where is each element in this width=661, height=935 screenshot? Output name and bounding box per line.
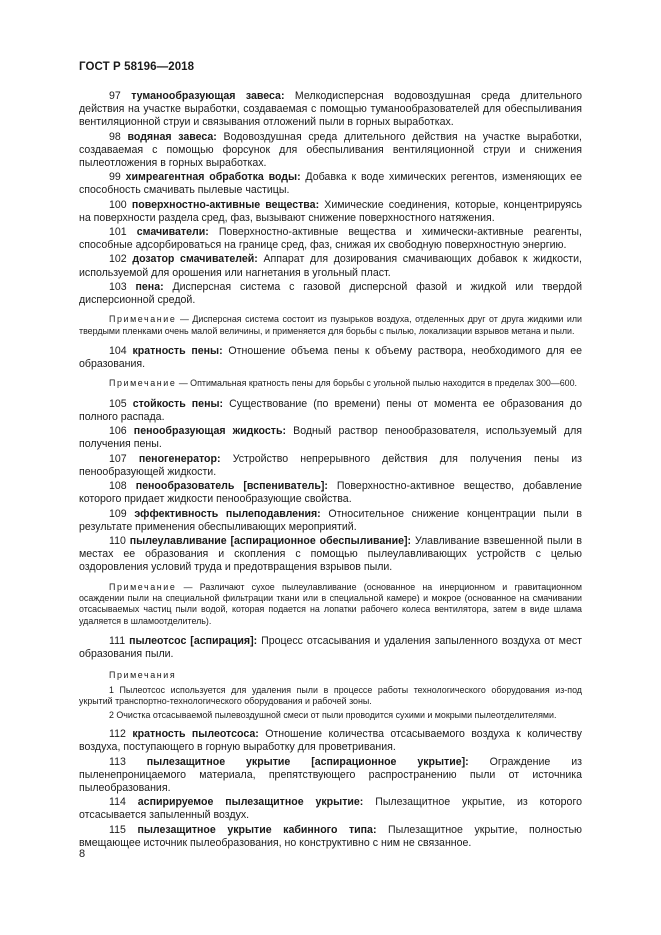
term-definition: Процесс отсасывания и удаления запыленного воздуха от мест образования пыли. [79,635,583,661]
term-definition: Устройство непрерывного действия для получения пены из пенообразующей жидкости. [79,452,583,478]
notes-title: Примечания [109,669,177,680]
term-number: 105 [109,397,127,410]
term-entry [79,199,582,225]
term-title: стойкость пены: [132,397,224,410]
note-text: — Различают сухое пылеулавливание (основанное на инерционном и гравитационном осаждении пыли на специальной фильтрации ткани или в специальной камере) и мокрое (основанное на смачивании отсасываемых частиц пыли водой, которая подается на лопатки рабочего колеса вентилятора, затем в виде шлама удаляется в шламоотделитель). [79,581,582,626]
term-definition: Ограждение из пыленепроницаемого материала, препятствующего распространению пыли от источника пылеобразования. [79,755,582,794]
term-entry [79,535,582,575]
term-entry [79,824,582,850]
term-title: пена: [135,280,164,293]
term-entry [79,226,582,252]
term-title: пылезащитное укрытие кабинного типа: [137,823,377,836]
term-definition: Поверхностно-активные вещества и химически-активные реагенты, способные адсорбироваться на границе сред, фаз, снижая их свободную поверхностную энергию. [79,226,582,252]
term-entry [79,508,582,534]
term-title: дозатор смачивателей: [132,253,258,266]
term-entry [79,131,582,171]
term-definition: Поверхностно-активное вещество, добавление которого придает жидкости пенообразующие свойства. [79,480,582,506]
term-number: 107 [109,452,127,465]
term-entry [79,90,582,130]
term-number: 110 [109,534,126,547]
note [79,582,582,628]
term-definition: Аппарат для дозирования смачивающих добавок к жидкости, используемой для орошения или нагнетания в угольный пласт. [79,253,582,279]
note [79,314,582,337]
term-number: 106 [109,425,127,438]
term-number: 97 [109,90,121,102]
term-title: пенообразователь [вспениватель]: [135,480,328,493]
term-definition: Существование (по времени) пены от момента ее образования до полного распада. [79,397,582,424]
term-title: водяная завеса: [127,130,217,143]
term-number: 108 [109,480,127,493]
term-number: 104 [109,345,127,358]
term-title: химреагентная обработка воды: [125,171,301,184]
term-title: пылеулавливание [аспирационное обеспыливание]: [129,534,412,547]
term-entry [79,756,582,796]
term-entry [79,253,582,279]
term-title: туманообразующая завеса: [131,90,285,102]
term-title: кратность пены: [132,345,223,358]
document-body [79,90,582,851]
term-title: пеногенератор: [138,452,221,465]
note-label: Примечание [109,314,177,325]
term-number: 100 [109,198,127,211]
term-title: кратность пылеотсоса: [132,728,259,741]
note-label: Примечание [109,378,177,389]
term-definition: Дисперсная система с газовой дисперсной фазой и жидкой или твердой дисперсионной средой. [79,280,582,307]
term-entry [79,398,582,424]
term-entry [79,728,582,754]
term-number: 112 [109,728,126,741]
notes-block [79,670,582,722]
term-number: 115 [109,823,126,836]
term-title: смачиватели: [136,226,209,239]
note-text: — Оптимальная кратность пены для борьбы с угольной пылью находится в пределах 300—600. [178,378,578,389]
term-number: 99 [109,171,121,184]
term-number: 109 [109,507,127,520]
term-definition: Водовоздушная среда длительного действия на участке выработки, создаваемая с помощью форсунок для обеспыливания вентиляционной струи и снижения пылеотложения в горных выработках. [79,130,582,170]
term-definition: Отношение количества отсасываемого воздуха к количеству воздуха, поступающего в горную выработку для проветривания. [79,728,582,754]
term-number: 98 [109,130,121,143]
term-entry [79,480,582,506]
term-number: 114 [109,796,126,809]
note-text: — Дисперсная система состоит из пузырьков воздуха, отделенных друг от друга жидкими или твердыми пленками очень малой величины, и применяется для борьбы с пылью, локализации взрывов метана и пыли. [79,314,582,336]
term-entry [79,796,582,822]
term-entry [79,345,582,371]
note [79,378,582,389]
document-header: ГОСТ Р 58196—2018 [79,61,195,73]
term-number: 111 [109,635,126,648]
term-definition: Водный раствор пенообразователя, используемый для получения пены. [79,425,582,451]
term-number: 101 [109,226,127,239]
term-entry [79,171,582,197]
term-entry [79,281,582,307]
term-definition: Относительное снижение концентрации пыли в результате применения обеспыливающих мероприятий. [79,507,583,533]
term-definition: Добавка к воде химических регентов, изменяющих ее способность смачивать пылевые частицы. [79,171,582,197]
term-title: поверхностно-активные вещества: [131,198,320,211]
term-entry [79,453,582,479]
term-entry [79,635,582,661]
numbered-note: 1 Пылеотсос используется для удаления пыли в процессе работы технологического оборудования из-под укрытий транспортно-технологического оборудования и рабочей зоны. [79,684,582,707]
term-definition: Химические соединения, которые, концентрируясь на поверхности раздела сред, фаз, вызывают снижение поверхностного натяжения. [79,198,582,224]
term-number: 103 [109,280,127,293]
term-definition: Улавливание взвешенной пыли в местах ее образования и скопления с помощью пылеулавливающих устройств с целью оздоровления условий труда и предотвращения взрывов пыли. [79,534,582,574]
term-number: 102 [109,253,127,266]
numbered-note: 2 Очистка отсасываемой пылевоздушной смеси от пыли проводится сухими и мокрыми пылеотделителями. [109,709,557,720]
term-number: 113 [109,755,126,768]
term-definition: Мелкодисперсная водовоздушная среда длительного действия на участке выработки, создаваемая с помощью туманообразователей для обеспыливания вентиляционной струи и связывания отложений пыли в горных выработках. [79,90,582,129]
term-definition: Пылезащитное укрытие, из которого отсасывается запыленный воздух. [79,796,582,822]
page-number: 8 [79,848,86,860]
term-definition: Пылезащитное укрытие, полностью вмещающее источник пылеобразования, но конструктивно с ним не связанное. [79,823,582,849]
term-title: аспирируемое пылезащитное укрытие: [137,796,364,809]
term-title: эффективность пылеподавления: [134,507,321,520]
note-label: Примечание [109,581,177,592]
term-title: пенообразующая жидкость: [133,425,287,438]
term-title: пылеотсос [аспирация]: [129,635,258,648]
term-title: пылезащитное укрытие [аспирационное укрытие]: [146,755,469,768]
term-definition: Отношение объема пены к объему раствора, необходимого для ее образования. [79,345,582,371]
term-entry [79,425,582,451]
